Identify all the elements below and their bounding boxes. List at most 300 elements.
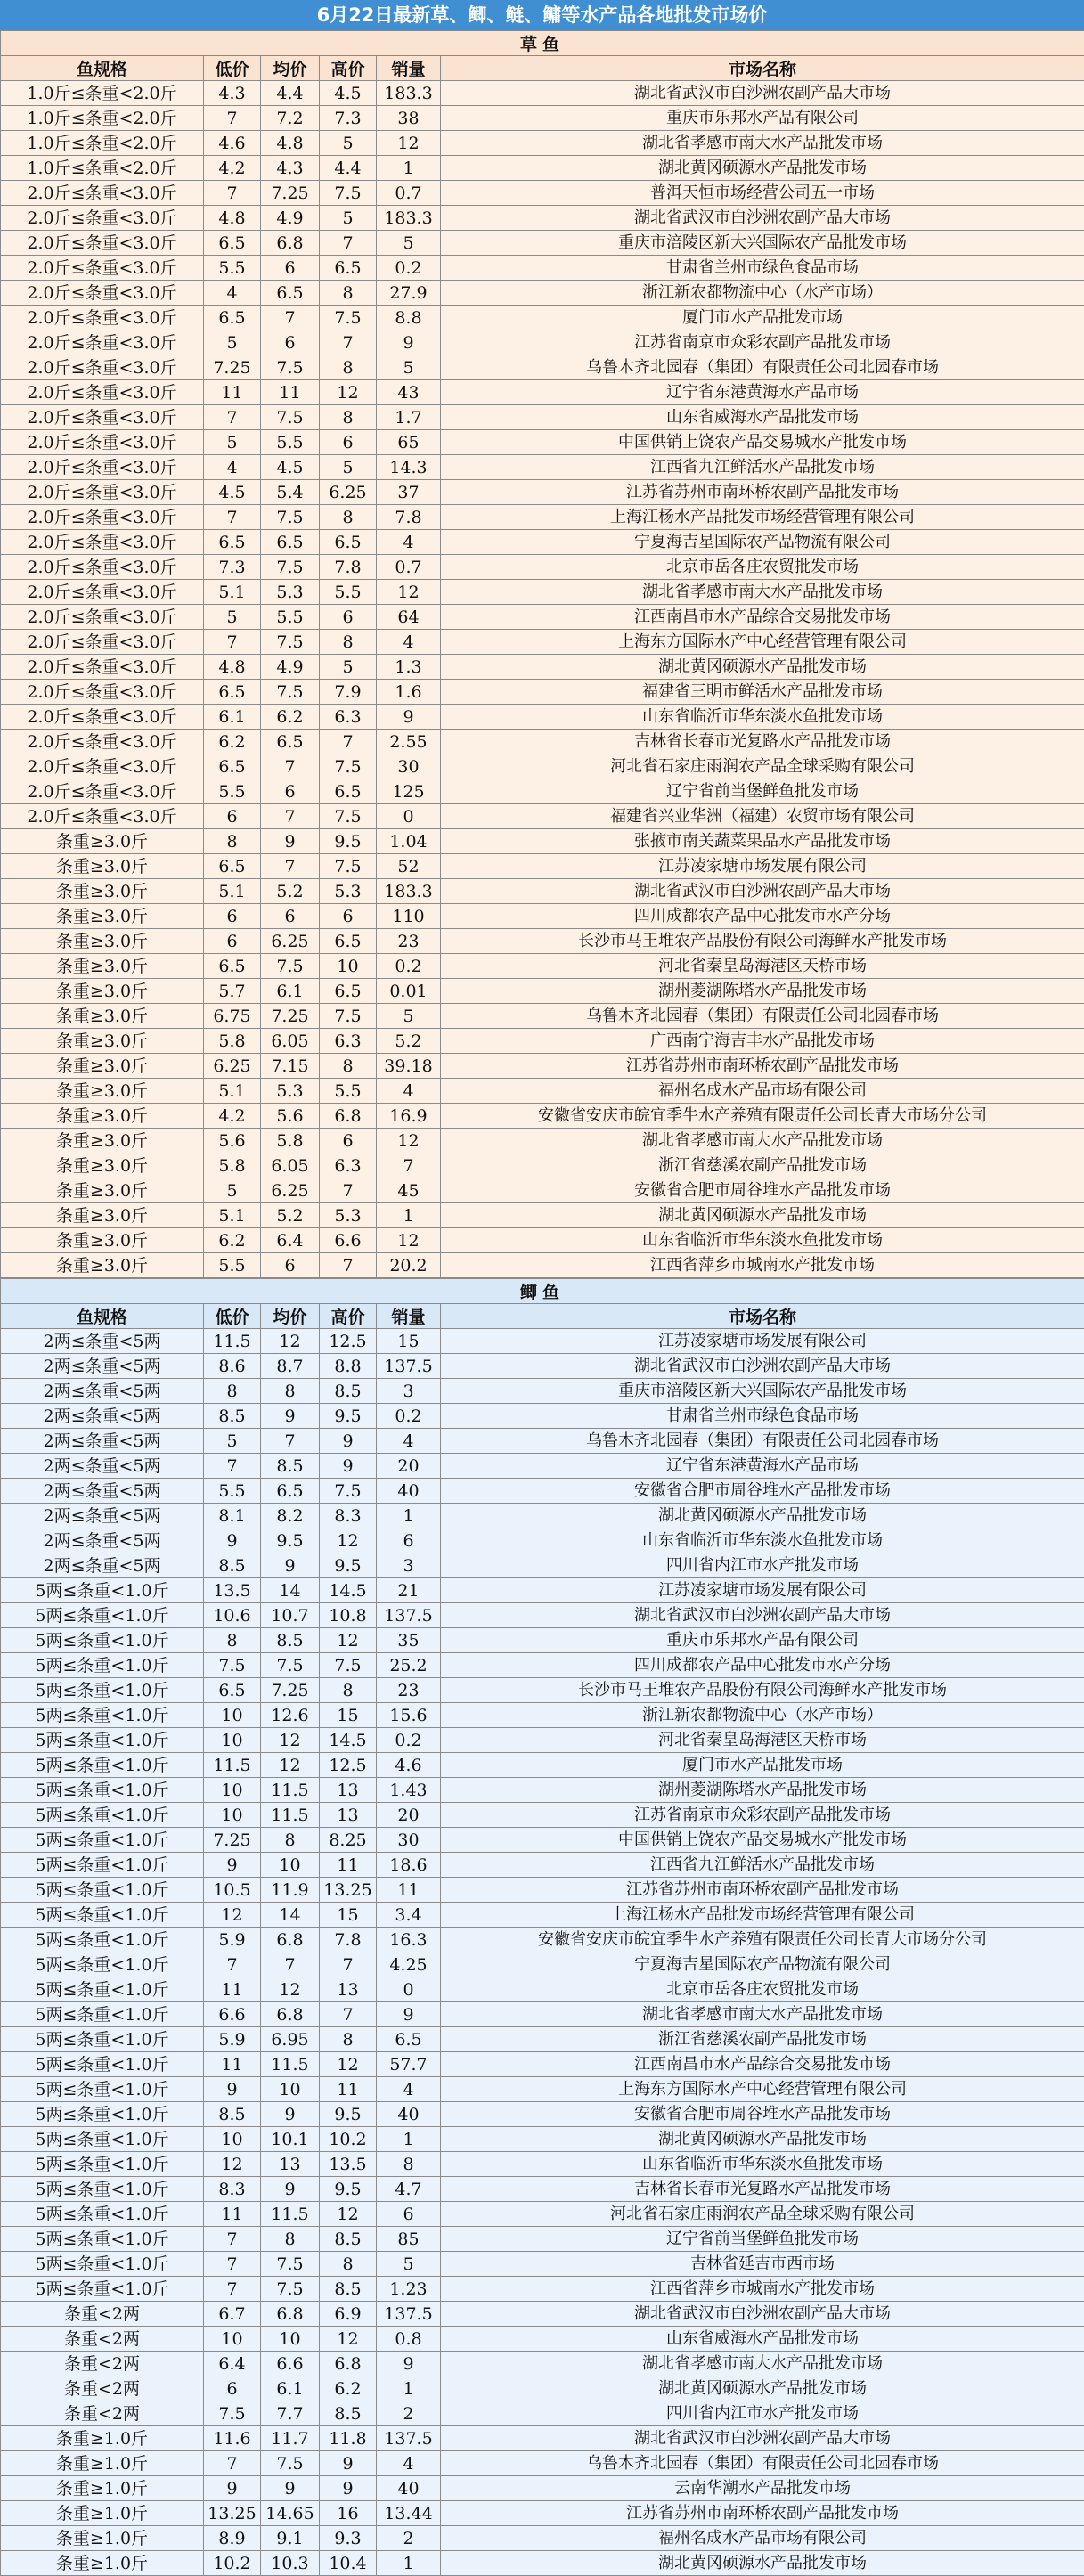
volume-cell: 1.6: [377, 680, 441, 705]
low-price-cell: 6.5: [204, 1678, 261, 1703]
spec-cell: 2.0斤≤条重<3.0斤: [1, 405, 204, 430]
high-price-cell: 8: [320, 281, 377, 306]
low-price-cell: 8: [204, 829, 261, 854]
market-name-cell: 长沙市马王堆农产品股份有限公司海鲜水产批发市场: [441, 929, 1084, 954]
spec-cell: 条重≥3.0斤: [1, 829, 204, 854]
high-price-cell: 8: [320, 1054, 377, 1079]
market-name-cell: 厦门市水产品批发市场: [441, 306, 1084, 330]
market-name-cell: 福州名成水产品市场有限公司: [441, 1079, 1084, 1104]
table-row: [1, 2401, 1084, 2426]
avg-price-cell: 6.4: [261, 1228, 320, 1253]
spec-cell: 5两≤条重<1.0斤: [1, 1853, 204, 1878]
table-row: [1, 2252, 1084, 2277]
low-price-cell: 7: [204, 505, 261, 530]
spec-cell: 5两≤条重<1.0斤: [1, 2277, 204, 2302]
table-row: [1, 655, 1084, 680]
spec-cell: 条重≥3.0斤: [1, 1178, 204, 1203]
volume-cell: 9: [377, 705, 441, 730]
avg-price-cell: 7.15: [261, 1054, 320, 1079]
market-name-cell: 江西省萍乡市城南水产批发市场: [441, 2277, 1084, 2302]
volume-cell: 6.5: [377, 2027, 441, 2052]
avg-price-cell: 14: [261, 1578, 320, 1603]
low-price-cell: 11: [204, 1977, 261, 2002]
spec-cell: 条重≥3.0斤: [1, 1203, 204, 1228]
avg-price-cell: 7.5: [261, 405, 320, 430]
high-price-cell: 6.8: [320, 2352, 377, 2376]
spec-cell: 5两≤条重<1.0斤: [1, 1952, 204, 1977]
avg-price-cell: 4.3: [261, 156, 320, 181]
volume-cell: 1.23: [377, 2277, 441, 2302]
low-price-cell: 4.5: [204, 480, 261, 505]
market-name-cell: 江苏省苏州市南环桥农副产品批发市场: [441, 1054, 1084, 1079]
avg-price-cell: 13: [261, 2152, 320, 2177]
market-name-cell: 乌鲁木齐北园春（集团）有限责任公司北园春市场: [441, 2451, 1084, 2476]
high-price-cell: 11.8: [320, 2426, 377, 2451]
market-name-cell: 上海东方国际水产中心经营管理有限公司: [441, 2077, 1084, 2102]
high-price-cell: 8: [320, 2027, 377, 2052]
volume-cell: 30: [377, 1828, 441, 1853]
low-price-cell: 5.5: [204, 1253, 261, 1278]
volume-cell: 15: [377, 1329, 441, 1354]
avg-price-cell: 11.5: [261, 2202, 320, 2227]
avg-price-cell: 5.8: [261, 1129, 320, 1153]
market-name-cell: 甘肃省兰州市绿色食品市场: [441, 1404, 1084, 1429]
low-price-cell: 6.25: [204, 1054, 261, 1079]
low-price-cell: 8: [204, 1379, 261, 1404]
low-price-cell: 4.6: [204, 131, 261, 156]
market-name-cell: 长沙市马王堆农产品股份有限公司海鲜水产批发市场: [441, 1678, 1084, 1703]
avg-price-cell: 6.2: [261, 705, 320, 730]
spec-cell: 条重<2两: [1, 2327, 204, 2352]
spec-cell: 条重≥3.0斤: [1, 1228, 204, 1253]
avg-price-cell: 10.3: [261, 2551, 320, 2576]
table-row: [1, 505, 1084, 530]
high-price-cell: 6.8: [320, 1104, 377, 1129]
market-name-cell: 重庆市涪陵区新大兴国际农产品批发市场: [441, 1379, 1084, 1404]
table-row: [1, 829, 1084, 854]
spec-cell: 2.0斤≤条重<3.0斤: [1, 555, 204, 580]
high-price-cell: 8.5: [320, 1379, 377, 1404]
high-price-cell: 7.5: [320, 804, 377, 829]
spec-cell: 2两≤条重<5两: [1, 1329, 204, 1354]
spec-cell: 2.0斤≤条重<3.0斤: [1, 206, 204, 231]
avg-price-cell: 6.8: [261, 2002, 320, 2027]
low-price-cell: 13.25: [204, 2501, 261, 2526]
avg-price-cell: 11: [261, 380, 320, 405]
spec-cell: 条重≥3.0斤: [1, 904, 204, 929]
spec-cell: 5两≤条重<1.0斤: [1, 2177, 204, 2202]
high-price-cell: 13: [320, 1803, 377, 1828]
volume-cell: 2.55: [377, 730, 441, 754]
volume-cell: 8: [377, 2152, 441, 2177]
avg-price-cell: 12: [261, 1329, 320, 1354]
volume-cell: 0.7: [377, 181, 441, 206]
column-header-row: [1, 56, 1084, 81]
volume-cell: 110: [377, 904, 441, 929]
market-name-cell: 湖北省孝感市南大水产品批发市场: [441, 131, 1084, 156]
low-price-cell: 9: [204, 2476, 261, 2501]
spec-cell: 条重≥3.0斤: [1, 1129, 204, 1153]
avg-price-cell: 10: [261, 2327, 320, 2352]
market-name-cell: 江西南昌市水产品综合交易批发市场: [441, 605, 1084, 630]
market-name-cell: 湖北黄冈硕源水产品批发市场: [441, 1504, 1084, 1528]
table-row: [1, 2426, 1084, 2451]
high-price-cell: 11: [320, 2077, 377, 2102]
avg-price-cell: 9: [261, 2476, 320, 2501]
table-row: [1, 2551, 1084, 2576]
low-price-cell: 5.8: [204, 1029, 261, 1054]
volume-cell: 25.2: [377, 1653, 441, 1678]
high-price-cell: 8.8: [320, 1354, 377, 1379]
low-price-cell: 8.5: [204, 1553, 261, 1578]
high-price-cell: 6: [320, 430, 377, 455]
avg-price-cell: 6.8: [261, 231, 320, 256]
market-name-cell: 四川省内江市水产批发市场: [441, 1553, 1084, 1578]
low-price-cell: 6.5: [204, 231, 261, 256]
market-name-cell: 福建省三明市鲜活水产品批发市场: [441, 680, 1084, 705]
avg-price-cell: 7: [261, 754, 320, 779]
table-row: [1, 1578, 1084, 1603]
table-row: [1, 2027, 1084, 2052]
table-row: [1, 929, 1084, 954]
avg-price-cell: 9.1: [261, 2526, 320, 2551]
high-price-cell: 9.5: [320, 2177, 377, 2202]
market-name-cell: 山东省临沂市华东淡水鱼批发市场: [441, 1528, 1084, 1553]
avg-price-cell: 10.7: [261, 1603, 320, 1628]
high-price-cell: 6.5: [320, 530, 377, 555]
avg-price-cell: 7: [261, 306, 320, 330]
table-row: [1, 1178, 1084, 1203]
avg-price-cell: 9: [261, 1553, 320, 1578]
market-name-cell: 安徽省合肥市周谷堆水产品批发市场: [441, 1479, 1084, 1504]
market-name-cell: 江西省九江鲜活水产品批发市场: [441, 455, 1084, 480]
spec-cell: 2.0斤≤条重<3.0斤: [1, 181, 204, 206]
volume-cell: 20: [377, 1803, 441, 1828]
avg-price-cell: 7.5: [261, 1653, 320, 1678]
high-price-cell: 6: [320, 1129, 377, 1153]
avg-price-cell: 9: [261, 2102, 320, 2127]
low-price-cell: 12: [204, 1903, 261, 1928]
low-price-cell: 7.25: [204, 1828, 261, 1853]
avg-price-cell: 6.5: [261, 281, 320, 306]
low-price-cell: 6: [204, 804, 261, 829]
market-name-cell: 甘肃省兰州市绿色食品市场: [441, 256, 1084, 281]
table-row: [1, 2177, 1084, 2202]
low-price-cell: 6.2: [204, 730, 261, 754]
market-name-cell: 四川省内江市水产批发市场: [441, 2401, 1084, 2426]
avg-price-cell: 6: [261, 330, 320, 355]
avg-price-cell: 4.4: [261, 81, 320, 106]
spec-cell: 2.0斤≤条重<3.0斤: [1, 480, 204, 505]
spec-cell: 5两≤条重<1.0斤: [1, 1678, 204, 1703]
table-row: [1, 1778, 1084, 1803]
high-price-cell: 14.5: [320, 1728, 377, 1753]
volume-cell: 13.44: [377, 2501, 441, 2526]
volume-cell: 45: [377, 1178, 441, 1203]
table-row: [1, 979, 1084, 1004]
market-name-cell: 安徽省安庆市皖宜季牛水产养殖有限责任公司长青大市场分公司: [441, 1104, 1084, 1129]
market-name-cell: 江苏省南京市众彩农副产品批发市场: [441, 330, 1084, 355]
table-row: [1, 1104, 1084, 1129]
volume-cell: 1: [377, 2551, 441, 2576]
avg-price-cell: 6: [261, 904, 320, 929]
market-name-cell: 湖州菱湖陈塔水产品批发市场: [441, 1778, 1084, 1803]
volume-cell: 43: [377, 380, 441, 405]
table-row: [1, 256, 1084, 281]
avg-price-cell: 7.25: [261, 181, 320, 206]
volume-cell: 5: [377, 2252, 441, 2277]
low-price-cell: 6.5: [204, 306, 261, 330]
table-row: [1, 1853, 1084, 1878]
avg-price-cell: 6: [261, 779, 320, 804]
volume-cell: 4: [377, 2451, 441, 2476]
spec-cell: 2.0斤≤条重<3.0斤: [1, 330, 204, 355]
avg-price-cell: 6.6: [261, 2352, 320, 2376]
low-price-cell: 7.5: [204, 1653, 261, 1678]
high-price-cell: 10.4: [320, 2551, 377, 2576]
spec-cell: 条重≥3.0斤: [1, 979, 204, 1004]
market-name-cell: 乌鲁木齐北园春（集团）有限责任公司北园春市场: [441, 1429, 1084, 1454]
avg-price-cell: 11.5: [261, 1803, 320, 1828]
spec-cell: 1.0斤≤条重<2.0斤: [1, 106, 204, 131]
low-price-cell: 5.1: [204, 1203, 261, 1228]
high-price-cell: 7: [320, 730, 377, 754]
low-price-cell: 7: [204, 1454, 261, 1479]
spec-cell: 条重≥1.0斤: [1, 2526, 204, 2551]
high-price-cell: 9: [320, 2476, 377, 2501]
spec-cell: 条重≥3.0斤: [1, 1054, 204, 1079]
table-row: [1, 1429, 1084, 1454]
table-row: [1, 530, 1084, 555]
table-row: [1, 1553, 1084, 1578]
high-price-cell: 9.3: [320, 2526, 377, 2551]
avg-price-cell: 4.9: [261, 206, 320, 231]
high-price-cell: 8: [320, 405, 377, 430]
low-price-cell: 5.8: [204, 1153, 261, 1178]
high-price-cell: 7.8: [320, 555, 377, 580]
avg-price-cell: 7.5: [261, 2277, 320, 2302]
table-row: [1, 2302, 1084, 2327]
avg-price-cell: 10: [261, 2077, 320, 2102]
table-row: [1, 106, 1084, 131]
low-price-cell: 7: [204, 106, 261, 131]
low-price-cell: 5.6: [204, 1129, 261, 1153]
high-price-cell: 8.5: [320, 2401, 377, 2426]
volume-cell: 1: [377, 2127, 441, 2152]
market-name-cell: 福州名成水产品市场有限公司: [441, 2526, 1084, 2551]
avg-price-cell: 8: [261, 1379, 320, 1404]
market-name-cell: 湖北省武汉市白沙洲农副产品大市场: [441, 1603, 1084, 1628]
volume-cell: 0.2: [377, 1404, 441, 1429]
market-name-cell: 湖北省孝感市南大水产品批发市场: [441, 2002, 1084, 2027]
high-price-cell: 7.5: [320, 1653, 377, 1678]
avg-price-cell: 6.8: [261, 2302, 320, 2327]
table-row: [1, 1603, 1084, 1628]
volume-cell: 16.9: [377, 1104, 441, 1129]
volume-cell: 5: [377, 231, 441, 256]
high-price-cell: 4.5: [320, 81, 377, 106]
low-price-cell: 7: [204, 630, 261, 655]
column-header: 低价: [204, 1304, 261, 1329]
low-price-cell: 9: [204, 1528, 261, 1553]
market-name-cell: 重庆市乐邦水产品有限公司: [441, 106, 1084, 131]
avg-price-cell: 7.5: [261, 355, 320, 380]
volume-cell: 21: [377, 1578, 441, 1603]
table-row: [1, 2127, 1084, 2152]
avg-price-cell: 9.5: [261, 1528, 320, 1553]
table-row: [1, 1479, 1084, 1504]
volume-cell: 12: [377, 131, 441, 156]
avg-price-cell: 4.8: [261, 131, 320, 156]
table-row: [1, 405, 1084, 430]
avg-price-cell: 14: [261, 1903, 320, 1928]
spec-cell: 条重<2两: [1, 2302, 204, 2327]
spec-cell: 2.0斤≤条重<3.0斤: [1, 804, 204, 829]
volume-cell: 4: [377, 630, 441, 655]
spec-cell: 2.0斤≤条重<3.0斤: [1, 231, 204, 256]
market-name-cell: 广西南宁海吉丰水产品批发市场: [441, 1029, 1084, 1054]
high-price-cell: 12: [320, 1628, 377, 1653]
grass-carp-table: [0, 30, 1084, 1278]
high-price-cell: 12.5: [320, 1753, 377, 1778]
avg-price-cell: 7: [261, 1429, 320, 1454]
high-price-cell: 13.25: [320, 1878, 377, 1903]
market-name-cell: 福建省兴业华洲（福建）农贸市场有限公司: [441, 804, 1084, 829]
volume-cell: 8.8: [377, 306, 441, 330]
avg-price-cell: 7.25: [261, 1678, 320, 1703]
column-header: 均价: [261, 56, 320, 81]
table-row: [1, 281, 1084, 306]
volume-cell: 4.6: [377, 1753, 441, 1778]
market-name-cell: 乌鲁木齐北园春（集团）有限责任公司北园春市场: [441, 1004, 1084, 1029]
high-price-cell: 8.5: [320, 2227, 377, 2252]
market-name-cell: 安徽省合肥市周谷堆水产品批发市场: [441, 1178, 1084, 1203]
low-price-cell: 4.2: [204, 1104, 261, 1129]
volume-cell: 57.7: [377, 2052, 441, 2077]
high-price-cell: 6.25: [320, 480, 377, 505]
volume-cell: 12: [377, 580, 441, 605]
market-name-cell: 湖北黄冈硕源水产品批发市场: [441, 2551, 1084, 2576]
volume-cell: 9: [377, 2002, 441, 2027]
column-header-row: [1, 1304, 1084, 1329]
spec-cell: 2两≤条重<5两: [1, 1504, 204, 1528]
volume-cell: 20.2: [377, 1253, 441, 1278]
low-price-cell: 8: [204, 1628, 261, 1653]
low-price-cell: 10.6: [204, 1603, 261, 1628]
avg-price-cell: 7.7: [261, 2401, 320, 2426]
avg-price-cell: 5.5: [261, 430, 320, 455]
volume-cell: 4: [377, 1079, 441, 1104]
low-price-cell: 4: [204, 281, 261, 306]
avg-price-cell: 8.5: [261, 1628, 320, 1653]
volume-cell: 1.7: [377, 405, 441, 430]
table-row: [1, 854, 1084, 879]
market-name-cell: 江西省萍乡市城南水产批发市场: [441, 1253, 1084, 1278]
spec-cell: 2.0斤≤条重<3.0斤: [1, 306, 204, 330]
market-name-cell: 宁夏海吉星国际农产品物流有限公司: [441, 530, 1084, 555]
volume-cell: 11: [377, 1878, 441, 1903]
low-price-cell: 7: [204, 2227, 261, 2252]
high-price-cell: 10: [320, 954, 377, 979]
spec-cell: 5两≤条重<1.0斤: [1, 2227, 204, 2252]
low-price-cell: 6: [204, 929, 261, 954]
avg-price-cell: 9: [261, 1404, 320, 1429]
volume-cell: 0.8: [377, 2327, 441, 2352]
high-price-cell: 6.9: [320, 2302, 377, 2327]
volume-cell: 40: [377, 2476, 441, 2501]
high-price-cell: 8: [320, 630, 377, 655]
column-header: 鱼规格: [1, 1304, 204, 1329]
low-price-cell: 10: [204, 1803, 261, 1828]
spec-cell: 5两≤条重<1.0斤: [1, 1753, 204, 1778]
table-row: [1, 804, 1084, 829]
market-name-cell: 中国供销上饶农产品交易城水产批发市场: [441, 430, 1084, 455]
table-row: [1, 730, 1084, 754]
high-price-cell: 10.8: [320, 1603, 377, 1628]
column-header: 鱼规格: [1, 56, 204, 81]
table-row: [1, 430, 1084, 455]
volume-cell: 0: [377, 804, 441, 829]
avg-price-cell: 10.1: [261, 2127, 320, 2152]
table-row: [1, 1828, 1084, 1853]
spec-cell: 2.0斤≤条重<3.0斤: [1, 430, 204, 455]
high-price-cell: 10.2: [320, 2127, 377, 2152]
spec-cell: 5两≤条重<1.0斤: [1, 2002, 204, 2027]
high-price-cell: 7: [320, 1178, 377, 1203]
high-price-cell: 12: [320, 2052, 377, 2077]
low-price-cell: 11.6: [204, 2426, 261, 2451]
spec-cell: 2.0斤≤条重<3.0斤: [1, 779, 204, 804]
spec-cell: 条重≥3.0斤: [1, 1079, 204, 1104]
volume-cell: 0: [377, 1977, 441, 2002]
avg-price-cell: 8: [261, 2227, 320, 2252]
market-name-cell: 上海东方国际水产中心经营管理有限公司: [441, 630, 1084, 655]
table-row: [1, 2476, 1084, 2501]
high-price-cell: 7.3: [320, 106, 377, 131]
low-price-cell: 7: [204, 181, 261, 206]
spec-cell: 2.0斤≤条重<3.0斤: [1, 380, 204, 405]
table-row: [1, 181, 1084, 206]
high-price-cell: 9.5: [320, 829, 377, 854]
table-row: [1, 231, 1084, 256]
table-row: [1, 1504, 1084, 1528]
spec-cell: 条重<2两: [1, 2401, 204, 2426]
market-name-cell: 普洱天恒市场经营公司五一市场: [441, 181, 1084, 206]
market-name-cell: 河北省石家庄雨润农产品全球采购有限公司: [441, 2202, 1084, 2227]
low-price-cell: 5.5: [204, 779, 261, 804]
spec-cell: 条重≥3.0斤: [1, 1253, 204, 1278]
spec-cell: 条重≥3.0斤: [1, 1104, 204, 1129]
market-name-cell: 湖北省武汉市白沙洲农副产品大市场: [441, 2426, 1084, 2451]
market-name-cell: 宁夏海吉星国际农产品物流有限公司: [441, 1952, 1084, 1977]
spec-cell: 5两≤条重<1.0斤: [1, 2127, 204, 2152]
spec-cell: 5两≤条重<1.0斤: [1, 1928, 204, 1952]
avg-price-cell: 6.5: [261, 1479, 320, 1504]
spec-cell: 2两≤条重<5两: [1, 1379, 204, 1404]
high-price-cell: 6: [320, 605, 377, 630]
low-price-cell: 7.3: [204, 555, 261, 580]
table-row: [1, 1454, 1084, 1479]
volume-cell: 4: [377, 530, 441, 555]
low-price-cell: 5: [204, 605, 261, 630]
volume-cell: 0.2: [377, 256, 441, 281]
table-row: [1, 2501, 1084, 2526]
volume-cell: 125: [377, 779, 441, 804]
avg-price-cell: 6.1: [261, 2376, 320, 2401]
avg-price-cell: 9: [261, 2177, 320, 2202]
table-row: [1, 2352, 1084, 2376]
table-row: [1, 480, 1084, 505]
